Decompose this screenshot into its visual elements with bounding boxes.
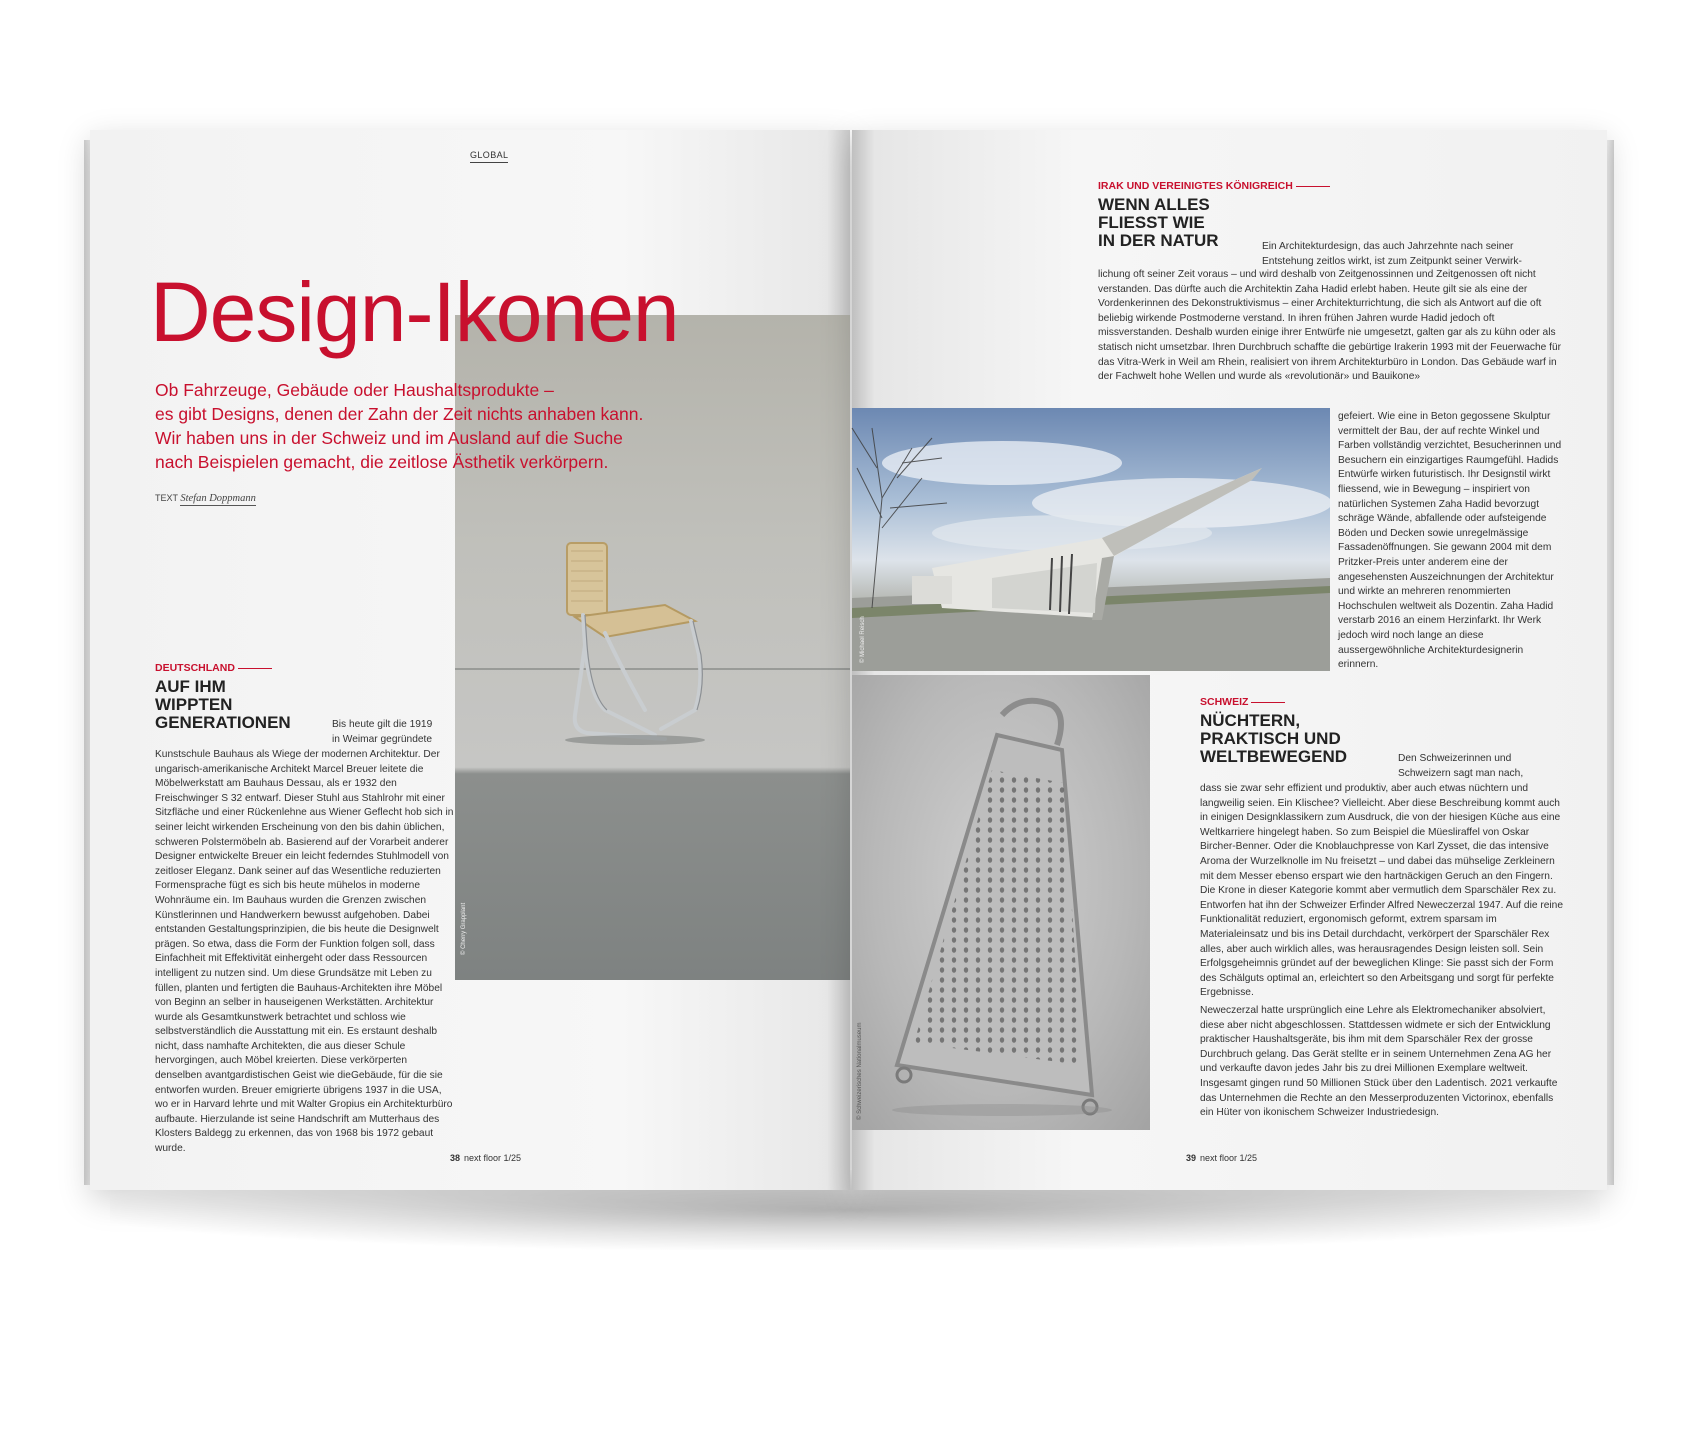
lead-line: Den Schweizerinnen und — [1398, 753, 1512, 764]
folio-right — [1186, 1153, 1257, 1163]
kicker-rule — [1251, 702, 1285, 703]
article-headline-schweiz — [1200, 712, 1347, 766]
headline-line: GENERATIONEN — [155, 713, 291, 732]
intro-line: nach Beispielen gemacht, die zeitlose Ästhetik verkörpern. — [155, 452, 609, 472]
grater-illustration — [852, 675, 1150, 1130]
headline-line: WIPPTEN — [155, 695, 233, 714]
headline-line: WENN ALLES — [1098, 195, 1210, 214]
chair-photo-credit: © Cherry Grapplant — [461, 902, 467, 955]
section-tag: GLOBAL — [470, 150, 508, 163]
intro-line: Wir haben uns in der Schweiz und im Ausland auf die Suche — [155, 428, 623, 448]
folio-left — [450, 1153, 521, 1163]
article-headline-irak — [1098, 196, 1219, 250]
intro-line: es gibt Designs, denen der Zahn der Zeit nichts anhaben kann. — [155, 404, 644, 424]
article-lead-schweiz — [1398, 752, 1563, 781]
headline-line: FLIESST WIE — [1098, 213, 1205, 232]
article-kicker-schweiz — [1200, 696, 1285, 708]
page-title: Design-Ikonen — [150, 265, 679, 359]
kicker-rule — [238, 668, 272, 669]
article-body-irak: lichung oft seiner Zeit voraus – und wird deshalb von Zeitgenossinnen und Zeitgenossen oft nicht verstanden. Das dürfte auch die Architektin Zaha Hadid erlebt haben. Heute gilt sie als eine der Vordenkerinnen des Dekonstruktivismus – einer Architekturrichtung, die sich als Antwort auf die oft beliebig wirkende Postmoderne verstand. In ihren frühen Jahren wurde Hadid jedoch oft missverstanden. Deshalb wurden einige ihrer Entwürfe nie umgesetzt, galten gar als zu kühn oder als statisch nicht umsetzbar. Ihren Durchbruch schaffte die gebürtige Irakerin 1993 mit der Feuerwache für das Vitra-Werk in Weil am Rhein, realisiert von ihrem Architekturbüro in London. Das Gebäude warf in der Fachwelt hohe Wellen und wurde als «revolutionär» und Bauikone» — [1098, 269, 1562, 383]
building-photo — [852, 408, 1330, 671]
article-sidebody-irak: gefeiert. Wie eine in Beton gegossene Skulptur vermittelt der Bau, der auf rechte Winkel und Farben vollständig verzichtet, Besucherinnen und Besuchern ein einzigartiges Raumgefühl. Hadids Entwürfe wirken futuristisch. Ihr Designstil wirkt fliessend, wie in Bewegung – inspiriert von natürlichen Systemen Zaha Hadid bevorzugt schräge Wände, abfallende oder aufsteigende Böden und Decken sowie unregelmässige Fassadenöffnungen. Sie gewann 2004 mit dem Pritzker-Preis unter anderem eine der angesehensten Auszeichnungen der Architektur und wirkte an mehreren renommierten Hochschulen weltweit als Dozentin. Zaha Hadid verstarb 2016 an einem Herzinfarkt. Ihr Werk jedoch wird noch lange an diese aussergewöhnliche Architekturdesignerin erinnern. — [1338, 411, 1562, 671]
article-kicker-irak — [1098, 180, 1330, 192]
article-body2-schweiz: Neweczerzal hatte ursprünglich eine Lehre als Elektromechaniker absolviert, diese aber nicht abgeschlossen. Stattdessen widmete er sich der Entwicklung praktischer Haushaltsgeräte, bis ihm mit dem Sparschäler Rex der grosse Durchbruch gelang. Das Gerät stellte er in seinem Unternehmen Zena AG her und verkaufte davon jedes Jahr bis zu drei Millionen Exemplare weltweit. Insgesamt gingen rund 50 Millionen Stück über den Ladentisch. 2021 verkaufte das Unternehmen die Rechte an den Messerproduzenten Victorinox, ebenfalls ein Hüter von ikonischem Schweizer Industriedesign. — [1200, 1005, 1558, 1119]
intro-text — [155, 378, 715, 474]
headline-line: WELTBEWEGEND — [1200, 747, 1348, 766]
article-lead-deutschland — [332, 718, 457, 747]
folio-text: next floor 1/25 — [464, 1153, 522, 1163]
folio-text: next floor 1/25 — [1200, 1153, 1258, 1163]
grater-photo-credit: © Schweizerisches Nationalmuseum — [857, 1022, 863, 1120]
headline-line: PRAKTISCH UND — [1200, 729, 1341, 748]
headline-line: IN DER NATUR — [1098, 231, 1219, 250]
article-body-deutschland: Kunstschule Bauhaus als Wiege der modernen Architektur. Der ungarisch-amerikanische Architekt Marcel Breuer leitete die Möbelwerkstatt am Bauhaus Dessau, als er 1932 den Freischwinger S 32 entwarf. Dieser Stuhl aus Stahlrohr mit einer Sitzfläche und einer Rückenlehne aus Wiener Geflecht hob sich in seiner leicht wirkenden Erscheinung von den bis dahin üblichen, schweren Polstermöbeln ab. Basierend auf der Vorarbeit anderer Designer entwickelte Breuer ein leicht federndes Stuhlmodell von zeitloser Eleganz. Dank seiner auf das Wesentliche reduzierten Formensprache fügt es sich bis heute mühelos in moderne Wohnräume ein. Im Bauhaus wurden die Grenzen zwischen Künstlerinnen und Handwerkern bewusst aufgehoben. Dabei entstanden Gestaltungsprinzipien, die bis heute die Designwelt prägen. So etwa, dass die Form der Funktion folgen soll, dass Einfachheit mit Effektivität einhergeht oder dass Ressourcen intelligent zu nutzen sind. Um diese Grundsätze mit Leben zu füllen, planten und fertigten die Bauhaus-Architekten ihre Möbel von Beginn an selber in hauseigenen Werkstätten. Architektur wurde als Gesamtkunstwerk betrachtet und schloss wie selbstverständlich die Ausstattung mit ein. Es erstaunt deshalb nicht, dass namhafte Architekten, die aus dieser Schule hervorgingen, auch Möbel kreierten. Diese verkörperten denselben avantgardistischen Geist wie dieGebäude, für die sie entworfen wurden. Breuer emigrierte übrigens 1937 in die USA, wo er in Harvard lehrte und mit Walter Gropius ein Architekturbüro aufbaute. Hierzulande ist seine Handschrift am Mutterhaus des Klosters Baldegg zu erkennen, das von 1968 bis 1972 gebaut wurde. — [155, 749, 454, 1155]
lead-line: in Weimar gegründete — [332, 733, 433, 745]
grater-photo — [852, 675, 1150, 1130]
building-illustration — [852, 408, 1330, 671]
building-photo-credit: © Michael Reisch — [860, 616, 866, 663]
headline-line: AUF IHM — [155, 677, 226, 696]
kicker-text: SCHWEIZ — [1200, 696, 1249, 708]
byline-label: TEXT — [155, 493, 178, 503]
kicker-rule — [1296, 186, 1330, 187]
lead-line: Bis heute gilt die 1919 — [332, 719, 433, 730]
article-kicker-deutschland — [155, 662, 272, 674]
article-lead-irak — [1262, 240, 1562, 269]
lead-line: Entstehung zeitlos wirkt, ist zum Zeitpunkt seiner Verwirk- — [1262, 255, 1522, 267]
page-number: 39 — [1186, 1153, 1197, 1163]
article-headline-deutschland — [155, 678, 291, 732]
byline-author: Stefan Doppmann — [180, 493, 256, 504]
kicker-text: DEUTSCHLAND — [155, 662, 235, 674]
kicker-text: IRAK UND VEREINIGTES KÖNIGREICH — [1098, 180, 1293, 192]
lead-line: Schweizern sagt man nach, — [1398, 767, 1524, 779]
article-body-schweiz: dass sie zwar sehr effizient und produktiv, aber auch etwas nüchtern und langweilig seien. Ein Klischee? Vielleicht. Aber diese Beschreibung kommt auch in einigen Designklassikern zum Ausdruck, die von der hiesigen Küche aus eine Weltkarriere hingelegt haben. So zum Beispiel die Müesliraffel von Oskar Bircher-Benner. Oder die Knoblauchpresse von Karl Zysset, die das intensive Aroma der Wurzelknolle im Nu freisetzt – und dabei das mühselige Zerkleinern mit dem Messer ebenso erspart wie den hartnäckigen Geruch an den Fingern. Die Krone in dieser Kategorie kommt aber vermutlich dem Sparschäler Rex zu. Entworfen hat ihn der Schweizer Erfinder Alfred Neweczerzal 1947. Auf die reine Funktionalität reduziert, ergonomisch geformt, extrem sparsam im Materialeinsatz und bis ins Detail durchdacht, verkörpert der Sparschäler Rex alles, aber auch wirklich alles, was herausragendes Design leisten soll. Sein Erfolgsgeheimnis gründet auf der beweglichen Klinge: Sie passt sich der Form des Schälguts optimal an, erleichtert so den Arbeitsgang und sorgt für perfekte Ergebnisse. — [1200, 783, 1563, 999]
lead-line: Ein Architekturdesign, das auch Jahrzehnte nach seiner — [1262, 241, 1514, 252]
byline — [155, 493, 256, 504]
intro-line: Ob Fahrzeuge, Gebäude oder Haushaltsprodukte – — [155, 380, 554, 400]
page-number: 38 — [450, 1153, 461, 1163]
headline-line: NÜCHTERN, — [1200, 711, 1301, 730]
